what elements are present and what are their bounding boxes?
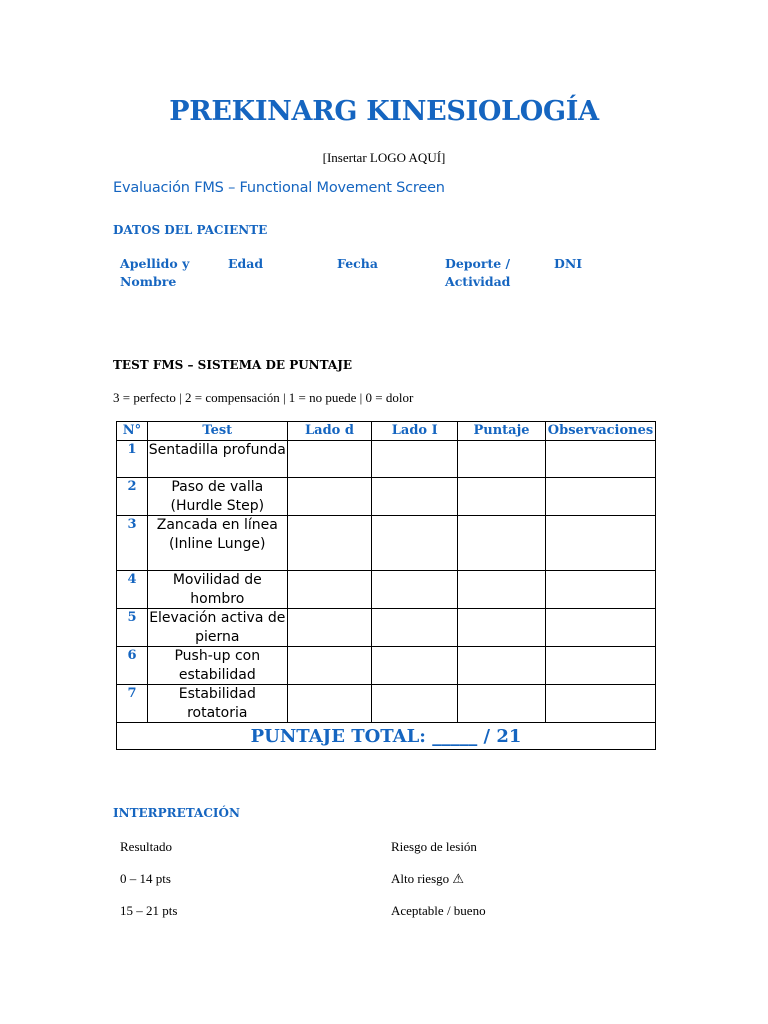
- cell-observations[interactable]: [545, 647, 655, 685]
- table-row: [117, 516, 656, 571]
- cell-side-right[interactable]: [287, 571, 372, 609]
- patient-field-date: Fecha: [337, 256, 378, 271]
- row-number: 4: [117, 571, 148, 609]
- cell-side-left[interactable]: [372, 516, 458, 571]
- cell-side-right[interactable]: [287, 685, 372, 723]
- document-title: PREKINARG KINESIOLOGÍA: [169, 96, 599, 127]
- cell-side-left[interactable]: [372, 571, 458, 609]
- cell-observations[interactable]: [545, 441, 655, 478]
- column-header-observations: Observaciones: [545, 422, 655, 441]
- cell-side-left[interactable]: [372, 609, 458, 647]
- patient-field-name: Apellido y Nombre: [120, 256, 190, 289]
- row-test-name: Paso de valla (Hurdle Step): [147, 478, 287, 516]
- cell-observations[interactable]: [545, 478, 655, 516]
- cell-score[interactable]: [458, 516, 546, 571]
- column-header-side-left: Lado I: [372, 422, 458, 441]
- cell-side-left[interactable]: [372, 441, 458, 478]
- cell-side-right[interactable]: [287, 441, 372, 478]
- fms-score-table: [116, 421, 656, 750]
- interpretation-risk-header: Riesgo de lesión: [391, 839, 477, 854]
- table-row: [117, 441, 656, 478]
- patient-field-sport: Deporte / Actividad: [445, 256, 511, 289]
- table-row: [117, 647, 656, 685]
- row-test-name: Estabilidad rotatoria: [147, 685, 287, 723]
- cell-side-right[interactable]: [287, 516, 372, 571]
- interpretation-heading: INTERPRETACIÓN: [113, 806, 240, 820]
- row-test-name: Push-up con estabilidad: [147, 647, 287, 685]
- row-test-name: Sentadilla profunda: [147, 441, 287, 478]
- row-test-name: Zancada en línea (Inline Lunge): [147, 516, 287, 571]
- row-number: 6: [117, 647, 148, 685]
- interpretation-risk-high: Alto riesgo ⚠: [391, 871, 465, 886]
- row-number: 3: [117, 516, 148, 571]
- cell-score[interactable]: [458, 571, 546, 609]
- table-row: [117, 478, 656, 516]
- patient-data-heading: DATOS DEL PACIENTE: [113, 223, 268, 237]
- row-test-name: Elevación activa de pierna: [149, 610, 286, 645]
- scoring-scale: 3 = perfecto | 2 = compensación | 1 = no puede | 0 = dolor: [113, 390, 414, 405]
- total-row: [117, 723, 656, 750]
- table-row: [117, 609, 656, 647]
- cell-side-right[interactable]: [287, 478, 372, 516]
- column-header-score: Puntaje: [458, 422, 546, 441]
- interpretation-result-low: 0 – 14 pts: [120, 871, 171, 886]
- interpretation-result-good: 15 – 21 pts: [120, 903, 178, 918]
- row-test-name: Movilidad de hombro: [147, 571, 287, 609]
- test-heading: TEST FMS – SISTEMA DE PUNTAJE: [113, 358, 353, 372]
- column-header-number: N°: [117, 422, 148, 441]
- column-header-test: Test: [147, 422, 287, 441]
- interpretation-result-header: Resultado: [120, 839, 172, 854]
- interpretation-risk-acceptable: Aceptable / bueno: [391, 903, 486, 918]
- cell-side-left[interactable]: [372, 647, 458, 685]
- logo-placeholder: [Insertar LOGO AQUÍ]: [322, 150, 446, 165]
- cell-score[interactable]: [458, 609, 546, 647]
- cell-side-left[interactable]: [372, 478, 458, 516]
- row-number: 5: [117, 609, 148, 647]
- table-row: [117, 571, 656, 609]
- total-score: PUNTAJE TOTAL: _____ / 21: [117, 723, 656, 750]
- cell-side-right[interactable]: [287, 609, 372, 647]
- row-number: 7: [117, 685, 148, 723]
- patient-field-age: Edad: [228, 256, 264, 271]
- document-subtitle: Evaluación FMS – Functional Movement Screen: [113, 180, 445, 196]
- cell-score[interactable]: [458, 441, 546, 478]
- cell-observations[interactable]: [545, 685, 655, 723]
- cell-side-left[interactable]: [372, 685, 458, 723]
- cell-observations[interactable]: [545, 609, 655, 647]
- cell-score[interactable]: [458, 478, 546, 516]
- column-header-side-right: Lado d: [287, 422, 372, 441]
- cell-side-right[interactable]: [287, 647, 372, 685]
- cell-observations[interactable]: [545, 516, 655, 571]
- row-number: 1: [117, 441, 148, 478]
- patient-field-dni: DNI: [554, 256, 583, 271]
- table-row: [117, 685, 656, 723]
- cell-score[interactable]: [458, 685, 546, 723]
- cell-observations[interactable]: [545, 571, 655, 609]
- row-number: 2: [117, 478, 148, 516]
- cell-score[interactable]: [458, 647, 546, 685]
- table-header-row: [117, 422, 656, 441]
